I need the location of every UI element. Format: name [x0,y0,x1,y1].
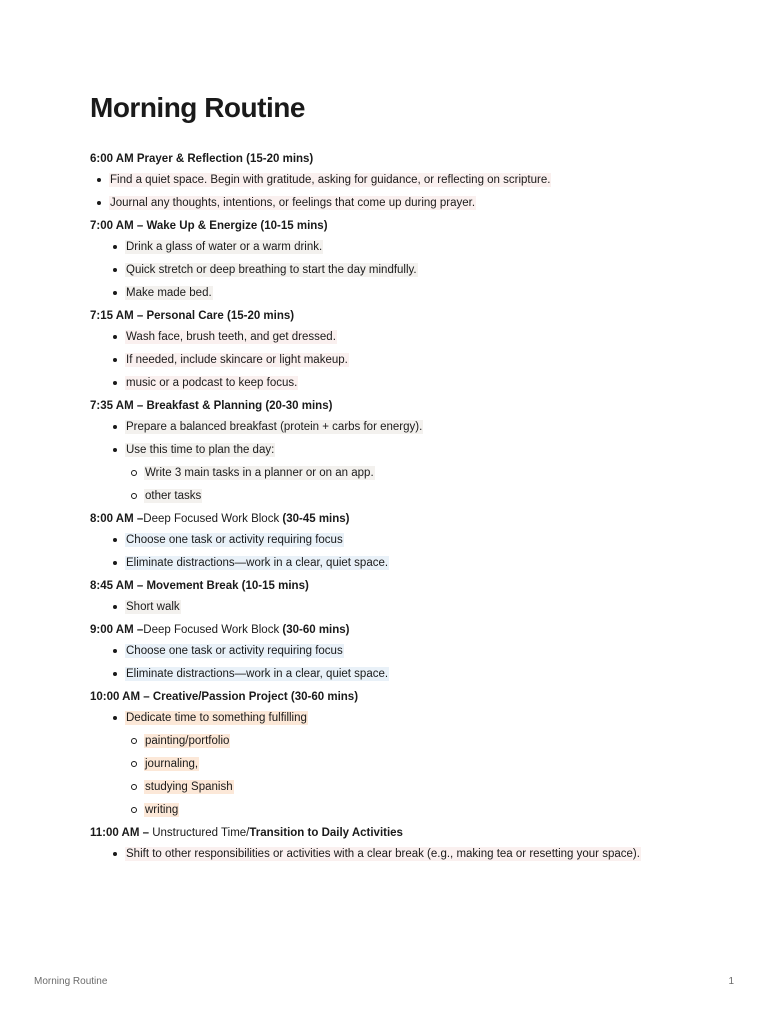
sub-list-item: painting/portfolio [90,734,710,748]
bullet-list [90,533,710,570]
section-prayer [90,152,710,210]
section-heading: 10:00 AM – Creative/Passion Project (30-60 mins) [90,691,359,703]
bullet-list [90,420,710,503]
bullet-list [90,600,710,614]
section-heading: 7:15 AM – Personal Care (15-20 mins) [90,310,295,322]
list-item: Eliminate distractions—work in a clear, quiet space. [90,667,710,681]
list-item: Drink a glass of water or a warm drink. [90,240,710,254]
footer-document-title: Morning Routine [34,976,108,987]
section-movement-break [90,579,710,614]
footer-page-number: 1 [728,976,734,987]
sub-list-item: journaling, [90,757,710,771]
section-personal-care [90,309,710,390]
list-item: If needed, include skincare or light makeup. [90,353,710,367]
sub-list-item: writing [90,803,710,817]
section-focused-work-1 [90,512,710,570]
section-focused-work-2 [90,623,710,681]
bullet-list [90,644,710,681]
sub-list-item: studying Spanish [90,780,710,794]
list-item: Find a quiet space. Begin with gratitude, asking for guidance, or reflecting on scripture. [90,173,710,187]
list-item: Choose one task or activity requiring focus [90,533,710,547]
section-breakfast [90,399,710,503]
list-item: Journal any thoughts, intentions, or feelings that come up during prayer. [90,196,710,210]
sub-list-item: other tasks [90,489,710,503]
list-item: Choose one task or activity requiring focus [90,644,710,658]
list-item: Dedicate time to something fulfilling [90,711,710,725]
section-unstructured-time [90,826,710,861]
section-creative-project [90,690,710,817]
section-heading: 9:00 AM –Deep Focused Work Block (30-60 mins) [90,624,350,636]
bullet-list [90,711,710,817]
sub-list-item: Write 3 main tasks in a planner or on an app. [90,466,710,480]
list-item: Prepare a balanced breakfast (protein + carbs for energy). [90,420,710,434]
list-item: Make made bed. [90,286,710,300]
section-heading: 8:00 AM –Deep Focused Work Block (30-45 mins) [90,513,350,525]
section-wake-up [90,219,710,300]
section-heading: 7:35 AM – Breakfast & Planning (20-30 mins) [90,400,333,412]
bullet-list [90,173,710,210]
list-item: Short walk [90,600,710,614]
section-heading: 8:45 AM – Movement Break (10-15 mins) [90,580,309,592]
page-title: Morning Routine [90,92,305,123]
list-item: Eliminate distractions—work in a clear, quiet space. [90,556,710,570]
bullet-list [90,330,710,390]
list-item: Quick stretch or deep breathing to start the day mindfully. [90,263,710,277]
bullet-list [90,847,710,861]
section-heading: 6:00 AM Prayer & Reflection (15-20 mins) [90,153,314,165]
document-page [90,88,710,870]
list-item: Use this time to plan the day: [90,443,710,457]
list-item: Shift to other responsibilities or activities with a clear break (e.g., making tea or resetting your space). [90,847,710,861]
list-item: music or a podcast to keep focus. [90,376,710,390]
bullet-list [90,240,710,300]
section-heading: 11:00 AM – Unstructured Time/Transition to Daily Activities [90,827,403,839]
list-item: Wash face, brush teeth, and get dressed. [90,330,710,344]
section-heading: 7:00 AM – Wake Up & Energize (10-15 mins) [90,220,328,232]
